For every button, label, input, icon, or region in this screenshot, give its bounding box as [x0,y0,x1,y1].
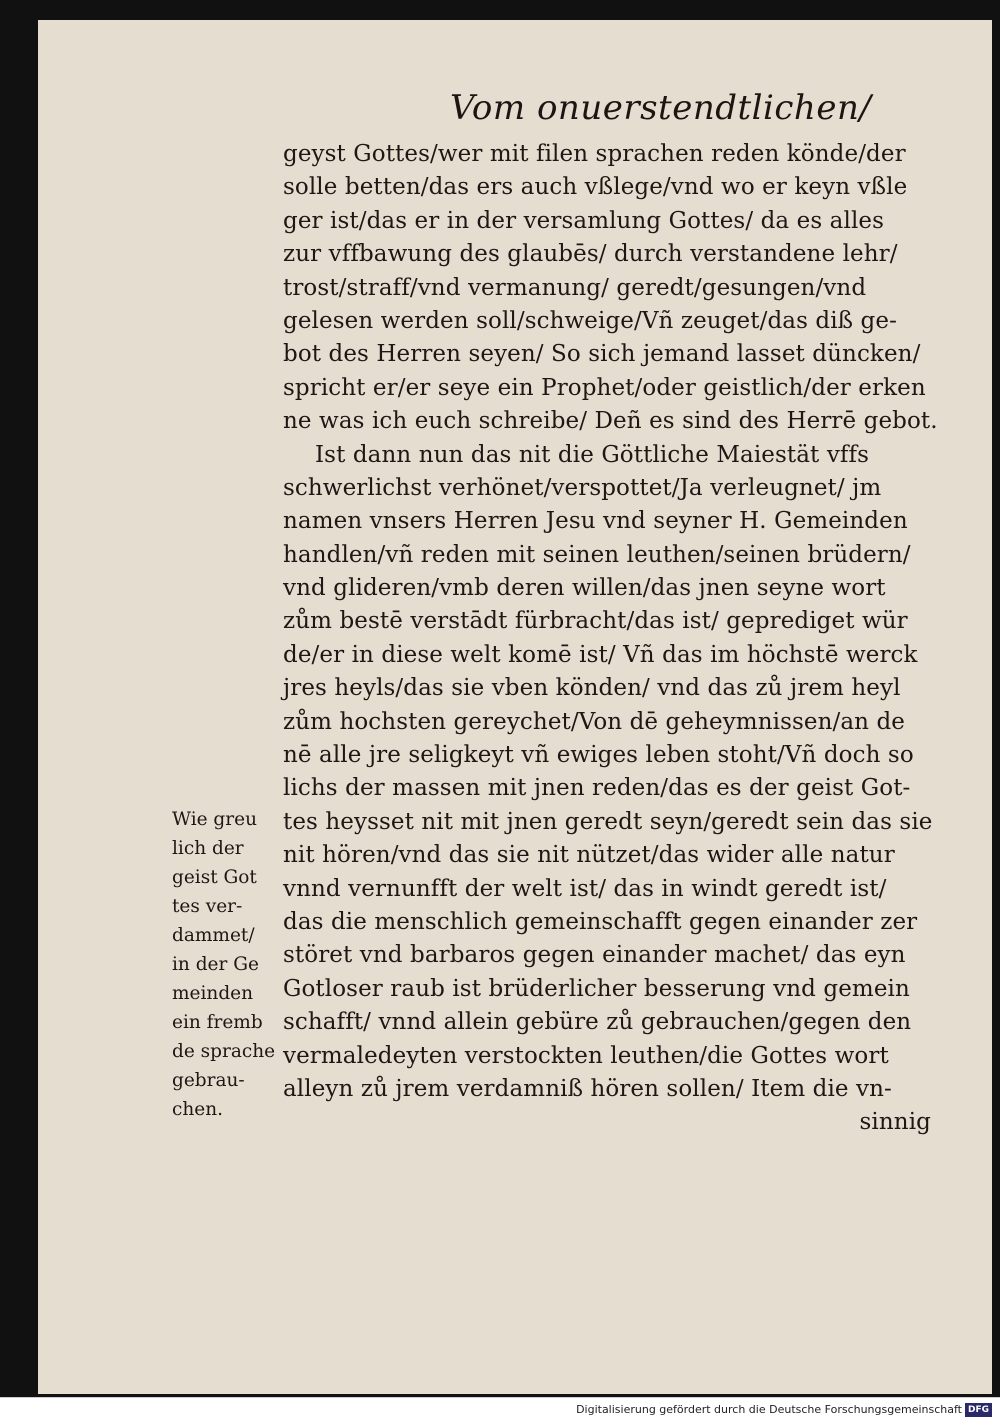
margin-note-line: de sprache [172,1041,276,1062]
paragraph-start-line: Ist dann nun das nit die Göttliche Maiestät vffs [315,441,870,468]
text-line: zur vffbawung des glaubēs/ durch verstandene lehr/ [283,241,898,268]
text-line: de/er in diese welt komē ist/ Vñ das im höchstē werck [283,641,918,668]
text-line: ne was ich euch schreibe/ Deñ es sind des Herrē gebot. [283,408,938,435]
running-head: Vom onuerstendtlichen/ [450,88,872,128]
text-line: vnnd vernunfft der welt ist/ das in windt geredt ist/ [283,875,887,902]
text-line: schafft/ vnnd allein gebüre zů gebrauchen/gegen den [283,1009,912,1036]
text-line: solle betten/das ers auch vßlege/vnd wo er keyn vßle [283,174,908,201]
text-line: alleyn zů jrem verdamniß hören sollen/ Item die vn- [283,1075,892,1102]
text-line: spricht er/er seye ein Prophet/oder geistlich/der erken [283,374,926,401]
text-line: schwerlichst verhönet/verspottet/Ja verleugnet/ jm [283,474,882,501]
margin-note-line: ein fremb [172,1012,263,1033]
catchword: sinnig [859,1109,931,1136]
margin-note-line: dammet/ [172,925,255,946]
text-line: gelesen werden soll/schweige/Vñ zeuget/das diß ge- [283,307,897,334]
credit-strip [0,1397,1000,1422]
text-line: lichs der massen mit jnen reden/das es der geist Got- [283,775,911,802]
margin-note-line: meinden [172,983,254,1004]
margin-note-line: in der Ge [172,954,259,975]
margin-note-line: tes ver- [172,896,243,917]
text-line: geyst Gottes/wer mit filen sprachen reden könde/der [283,141,906,167]
text-line: störet vnd barbaros gegen einander machet/ das eyn [283,942,906,969]
margin-note-line: gebrau- [172,1070,245,1091]
text-line: trost/straff/vnd vermanung/ geredt/gesungen/vnd [283,274,867,301]
text-line: zům bestē verstādt fürbracht/das ist/ geprediget wür [283,608,908,635]
text-line: vnd glideren/vmb deren willen/das jnen seyne wort [283,575,886,602]
margin-note-line: geist Got [172,867,257,888]
margin-note-line: chen. [172,1099,224,1120]
text-line: das die menschlich gemeinschafft gegen einander zer [283,908,918,935]
text-line: vermaledeyten verstockten leuthen/die Gottes wort [283,1042,889,1069]
margin-note [172,805,276,1124]
text-line: zům hochsten gereychet/Von dē geheymnissen/an de [283,708,906,735]
text-line: handlen/vñ reden mit seinen leuthen/seinen brüdern/ [283,541,911,568]
text-line: nit hören/vnd das sie nit nützet/das wider alle natur [283,842,895,869]
margin-note-line: Wie greu [172,809,257,830]
margin-note-line: lich der [172,838,244,859]
dfg-logo: DFG [965,1403,992,1417]
dfg-credit-text: Digitalisierung gefördert durch die Deutsche Forschungsgemeinschaft [576,1403,962,1416]
text-line: jres heyls/das sie vben könden/ vnd das zů jrem heyl [283,675,901,702]
text-line: Gotloser raub ist brüderlicher besserung vnd gemein [283,975,910,1002]
text-line: ger ist/das er in der versamlung Gottes/ da es alles [283,207,885,234]
text-line: namen vnsers Herren Jesu vnd seyner H. Gemeinden [283,508,908,535]
main-text-block [283,138,963,1140]
text-line: tes heysset nit mit jnen geredt seyn/geredt sein das sie [283,808,933,835]
text-line: nē alle jre seligkeyt vñ ewiges leben stoht/Vñ doch so [283,742,914,769]
text-line: bot des Herren seyen/ So sich jemand lasset düncken/ [283,341,921,368]
